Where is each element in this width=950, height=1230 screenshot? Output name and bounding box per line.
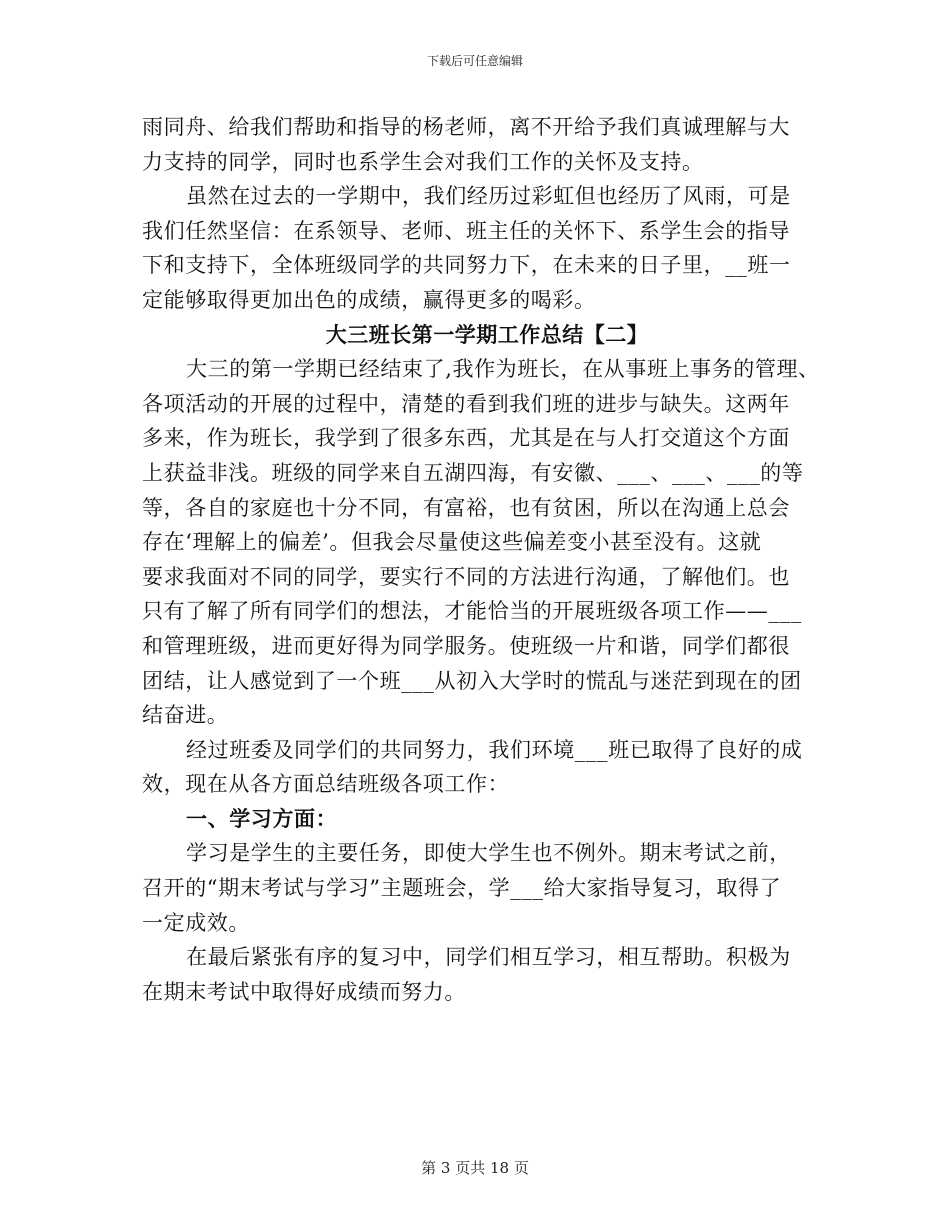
text-line: 结奋进。 bbox=[142, 703, 229, 728]
text-line: 效，现在从各方面总结班级各项工作： bbox=[142, 772, 510, 797]
text-line: 下和支持下，全体班级同学的共同努力下，在未来的日子里，__班一 bbox=[142, 253, 791, 278]
text-line: 多来，作为班长，我学到了很多东西，尤其是在与人打交道这个方面 bbox=[142, 426, 790, 451]
text-line: 在期末考试中取得好成绩而努力。 bbox=[142, 979, 466, 1004]
text-line: 存在‘理解上的偏差’。但我会尽量使这些偏差变小甚至没有。这就 bbox=[142, 530, 762, 555]
text-line: 召开的“期末考试与学习”主题班会，学___给大家指导复习，取得了 bbox=[142, 876, 782, 901]
text-line: 在最后紧张有序的复习中，同学们相互学习，相互帮助。积极为 bbox=[186, 945, 791, 970]
text-line: 经过班委及同学们的共同努力，我们环境___班已取得了良好的成 bbox=[186, 737, 803, 762]
text-line: 要求我面对不同的同学，要实行不同的方法进行沟通，了解他们。也 bbox=[142, 564, 790, 589]
text-line: 力支持的同学，同时也系学生会对我们工作的关怀及支持。 bbox=[142, 149, 704, 174]
text-line: 我们任然坚信：在系领导、老师、班主任的关怀下、系学生会的指导 bbox=[142, 218, 790, 243]
text-line: 大三的第一学期已经结束了,我作为班长，在从事班上事务的管理、 bbox=[186, 357, 820, 382]
text-line: 雨同舟、给我们帮助和指导的杨老师，离不开给予我们真诚理解与大 bbox=[142, 115, 790, 139]
page-footer: 第 3 页共 18 页 bbox=[421, 1159, 529, 1177]
text-line: 和管理班级，进而更好得为同学服务。使班级一片和谐，同学们都很 bbox=[142, 633, 790, 658]
text-line: 学习是学生的主要任务，即使大学生也不例外。期末考试之前， bbox=[186, 841, 791, 866]
section-title: 大三班长第一学期工作总结【二】 bbox=[325, 322, 649, 347]
text-line: 一定成效。 bbox=[142, 910, 250, 935]
text-line: 上获益非浅。班级的同学来自五湖四海，有安徽、___、___、___的等 bbox=[142, 460, 804, 485]
text-line: 只有了解了所有同学们的想法，才能恰当的开展班级各项工作——___ bbox=[142, 599, 802, 624]
text-line: 虽然在过去的一学期中，我们经历过彩虹但也经历了风雨，可是 bbox=[186, 184, 791, 209]
text-line: 等，各自的家庭也十分不同，有富裕，也有贫困，所以在沟通上总会 bbox=[142, 495, 790, 520]
page-header: 下载后可任意编辑 bbox=[426, 54, 523, 68]
subsection-heading: 一、学习方面： bbox=[186, 806, 338, 831]
text-line: 团结，让人感觉到了一个班___从初入大学时的慌乱与迷茫到现在的团 bbox=[142, 668, 802, 693]
text-line: 各项活动的开展的过程中，清楚的看到我们班的进步与缺失。这两年 bbox=[142, 391, 790, 416]
document-body bbox=[142, 110, 822, 1009]
text-line: 定能够取得更加出色的成绩，赢得更多的喝彩。 bbox=[142, 287, 596, 312]
